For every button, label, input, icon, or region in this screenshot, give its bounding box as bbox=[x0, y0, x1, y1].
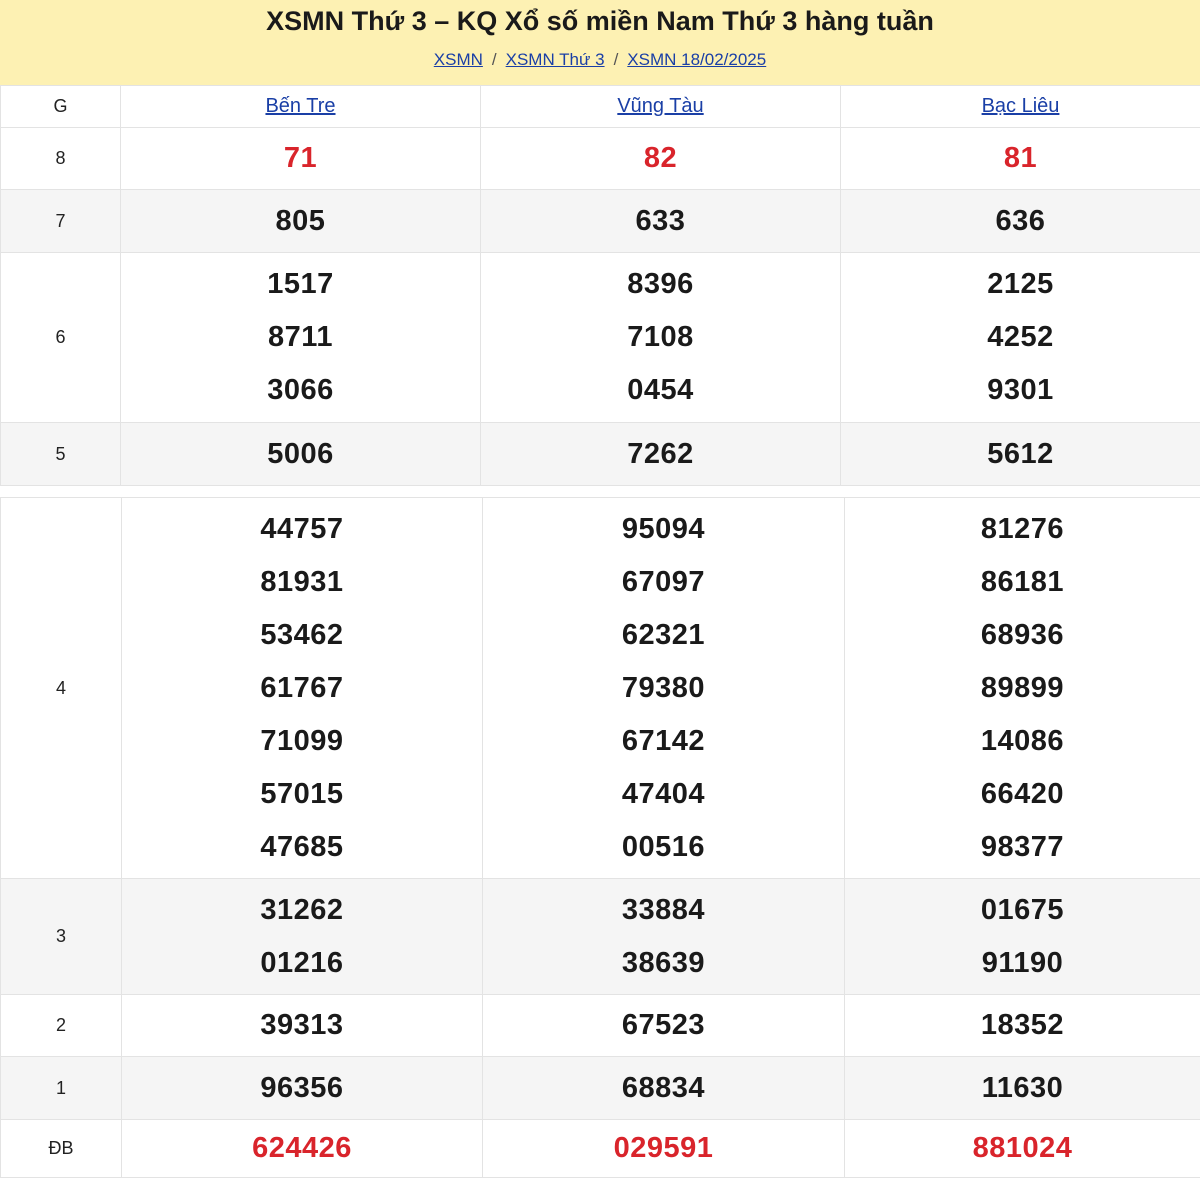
prize-cell bbox=[483, 498, 845, 879]
prize-cell bbox=[483, 995, 845, 1057]
results-table-top bbox=[0, 85, 1200, 486]
prize-number: 5006 bbox=[121, 428, 480, 481]
province-header bbox=[481, 86, 841, 128]
prize-row-0 bbox=[1, 498, 1200, 879]
prize-cell bbox=[841, 128, 1200, 190]
prize-number: 805 bbox=[121, 195, 480, 248]
prize-row-1 bbox=[1, 190, 1200, 253]
prize-number: 89899 bbox=[845, 662, 1200, 715]
prize-cell bbox=[122, 1120, 483, 1178]
prize-cell bbox=[481, 128, 841, 190]
prize-cell bbox=[483, 1120, 845, 1178]
prize-number: 53462 bbox=[122, 609, 482, 662]
page-title: XSMN Thứ 3 – KQ Xổ số miền Nam Thứ 3 hàng tuần bbox=[0, 4, 1200, 38]
prize-row-3 bbox=[1, 1057, 1200, 1120]
prize-cell bbox=[845, 995, 1200, 1057]
prize-label: 8 bbox=[1, 128, 121, 190]
prize-cell bbox=[483, 879, 845, 995]
prize-label: ĐB bbox=[1, 1120, 122, 1178]
prize-number: 47404 bbox=[483, 768, 844, 821]
breadcrumb-link-xsmn[interactable]: XSMN bbox=[434, 50, 483, 69]
prize-number: 636 bbox=[841, 195, 1200, 248]
prize-number: 4252 bbox=[841, 311, 1200, 364]
prize-number: 47685 bbox=[122, 821, 482, 874]
prize-number: 61767 bbox=[122, 662, 482, 715]
prize-number: 624426 bbox=[122, 1122, 482, 1175]
prize-number: 18352 bbox=[845, 999, 1200, 1052]
prize-number: 00516 bbox=[483, 821, 844, 874]
prize-cell bbox=[845, 879, 1200, 995]
prize-number: 01216 bbox=[122, 937, 482, 990]
prize-number: 66420 bbox=[845, 768, 1200, 821]
prize-cell bbox=[122, 1057, 483, 1120]
prize-number: 01675 bbox=[845, 884, 1200, 937]
prize-cell bbox=[845, 1120, 1200, 1178]
prize-number: 68834 bbox=[483, 1062, 844, 1115]
breadcrumb-separator: / bbox=[492, 50, 497, 69]
prize-number: 2125 bbox=[841, 258, 1200, 311]
prize-cell bbox=[122, 879, 483, 995]
prize-cell bbox=[841, 190, 1200, 253]
prize-cell bbox=[121, 253, 481, 423]
breadcrumb-link-xsmn-date[interactable]: XSMN 18/02/2025 bbox=[627, 50, 766, 69]
prize-number: 9301 bbox=[841, 364, 1200, 417]
prize-cell bbox=[483, 1057, 845, 1120]
prize-label: 1 bbox=[1, 1057, 122, 1120]
prize-number: 67523 bbox=[483, 999, 844, 1052]
prize-label: 6 bbox=[1, 253, 121, 423]
prize-number: 14086 bbox=[845, 715, 1200, 768]
breadcrumb bbox=[0, 49, 1200, 71]
prize-number: 3066 bbox=[121, 364, 480, 417]
province-link[interactable]: Bến Tre bbox=[265, 95, 335, 117]
prize-number: 8711 bbox=[121, 311, 480, 364]
prize-row-0 bbox=[1, 128, 1200, 190]
prize-number: 81 bbox=[841, 132, 1200, 185]
prize-number: 68936 bbox=[845, 609, 1200, 662]
prize-number: 633 bbox=[481, 195, 840, 248]
prize-cell bbox=[122, 995, 483, 1057]
prize-cell bbox=[845, 498, 1200, 879]
prize-label: 3 bbox=[1, 879, 122, 995]
prize-cell bbox=[481, 253, 841, 423]
prize-number: 67142 bbox=[483, 715, 844, 768]
prize-number: 82 bbox=[481, 132, 840, 185]
prize-label: 7 bbox=[1, 190, 121, 253]
prize-number: 7108 bbox=[481, 311, 840, 364]
province-link[interactable]: Bạc Liêu bbox=[982, 95, 1060, 117]
prize-row-2 bbox=[1, 253, 1200, 423]
prize-number: 7262 bbox=[481, 428, 840, 481]
prize-number: 62321 bbox=[483, 609, 844, 662]
prize-number: 0454 bbox=[481, 364, 840, 417]
prize-cell bbox=[121, 190, 481, 253]
prize-row-3 bbox=[1, 423, 1200, 486]
prize-cell bbox=[122, 498, 483, 879]
province-header-row bbox=[1, 86, 1200, 128]
prize-number: 38639 bbox=[483, 937, 844, 990]
breadcrumb-separator: / bbox=[614, 50, 619, 69]
prize-number: 67097 bbox=[483, 556, 844, 609]
prize-number: 881024 bbox=[845, 1122, 1200, 1175]
prize-number: 95094 bbox=[483, 503, 844, 556]
breadcrumb-link-xsmn-thu-3[interactable]: XSMN Thứ 3 bbox=[506, 50, 605, 69]
prize-number: 57015 bbox=[122, 768, 482, 821]
province-link[interactable]: Vũng Tàu bbox=[617, 95, 703, 117]
prize-label: 4 bbox=[1, 498, 122, 879]
prize-row-4 bbox=[1, 1120, 1200, 1178]
prize-number: 11630 bbox=[845, 1062, 1200, 1115]
prize-cell bbox=[481, 423, 841, 486]
prize-number: 91190 bbox=[845, 937, 1200, 990]
prize-cell bbox=[845, 1057, 1200, 1120]
prize-number: 96356 bbox=[122, 1062, 482, 1115]
province-header bbox=[841, 86, 1200, 128]
prize-cell bbox=[121, 423, 481, 486]
prize-row-1 bbox=[1, 879, 1200, 995]
prize-number: 33884 bbox=[483, 884, 844, 937]
prize-number: 79380 bbox=[483, 662, 844, 715]
prize-number: 029591 bbox=[483, 1122, 844, 1175]
page-header bbox=[0, 0, 1200, 85]
prize-cell bbox=[841, 423, 1200, 486]
province-header bbox=[121, 86, 481, 128]
prize-row-2 bbox=[1, 995, 1200, 1057]
prize-cell bbox=[481, 190, 841, 253]
prize-number: 86181 bbox=[845, 556, 1200, 609]
prize-label: 2 bbox=[1, 995, 122, 1057]
prize-number: 31262 bbox=[122, 884, 482, 937]
results-table-bottom bbox=[0, 497, 1200, 1178]
prize-number: 71 bbox=[121, 132, 480, 185]
prize-label: 5 bbox=[1, 423, 121, 486]
prize-cell bbox=[121, 128, 481, 190]
prize-number: 98377 bbox=[845, 821, 1200, 874]
prize-number: 39313 bbox=[122, 999, 482, 1052]
prize-number: 8396 bbox=[481, 258, 840, 311]
prize-cell bbox=[841, 253, 1200, 423]
column-g-header: G bbox=[1, 86, 121, 128]
prize-number: 81931 bbox=[122, 556, 482, 609]
prize-number: 71099 bbox=[122, 715, 482, 768]
prize-number: 1517 bbox=[121, 258, 480, 311]
prize-number: 81276 bbox=[845, 503, 1200, 556]
prize-number: 44757 bbox=[122, 503, 482, 556]
prize-number: 5612 bbox=[841, 428, 1200, 481]
